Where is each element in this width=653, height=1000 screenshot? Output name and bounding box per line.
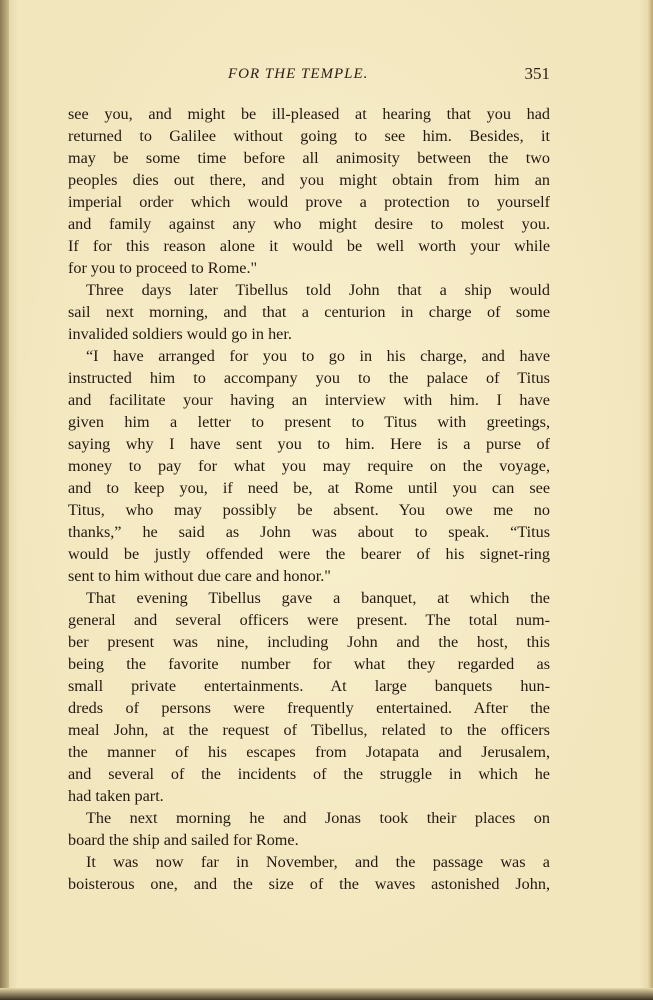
text-line: It was now far in November, and the passage was a: [86, 853, 550, 871]
text-line: had taken part.: [68, 787, 164, 805]
text-line: returned to Galilee without going to see him. Besides, it: [68, 127, 550, 145]
text-line: If for this reason alone it would be well worth your while: [68, 237, 550, 255]
text-line: and family against any who might desire to molest you.: [68, 215, 550, 233]
text-line: That evening Tibellus gave a banquet, at which the: [86, 589, 550, 607]
text-line: sail next morning, and that a centurion in charge of some: [68, 303, 550, 321]
text-line: small private entertainments. At large banquets hun-: [68, 677, 550, 695]
page-bottom-edge: [0, 988, 653, 1000]
body-text: [68, 103, 550, 895]
text-line: dreds of persons were frequently entertained. After the: [68, 699, 550, 717]
page-gutter: [0, 0, 9, 1000]
text-line: imperial order which would prove a protection to yourself: [68, 193, 550, 211]
text-line: invalided soldiers would go in her.: [68, 325, 292, 343]
text-line: instructed him to accompany you to the palace of Titus: [68, 369, 550, 387]
text-line: and facilitate your having an interview with him. I have: [68, 391, 550, 409]
running-title: FOR THE TEMPLE.: [228, 66, 369, 82]
text-line: being the favorite number for what they regarded as: [68, 655, 550, 673]
text-line: the manner of his escapes from Jotapata and Jerusalem,: [68, 743, 550, 761]
text-line: ber present was nine, including John and the host, this: [68, 633, 550, 651]
text-line: and to keep you, if need be, at Rome until you can see: [68, 479, 550, 497]
text-line: peoples dies out there, and you might obtain from him an: [68, 171, 550, 189]
text-line: board the ship and sailed for Rome.: [68, 831, 299, 849]
text-line: general and several officers were present. The total num-: [68, 611, 550, 629]
text-line: The next morning he and Jonas took their places on: [86, 809, 550, 827]
page-header: [68, 66, 550, 90]
text-line: see you, and might be ill-pleased at hearing that you had: [68, 105, 550, 123]
text-line: would be justly offended were the bearer of his signet-ring: [68, 545, 550, 563]
text-line: may be some time before all animosity between the two: [68, 149, 550, 167]
text-line: meal John, at the request of Tibellus, related to the officers: [68, 721, 550, 739]
text-line: Titus, who may possibly be absent. You owe me no: [68, 501, 550, 519]
text-line: given him a letter to present to Titus with greetings,: [68, 413, 550, 431]
text-line: sent to him without due care and honor.": [68, 567, 331, 585]
text-line: for you to proceed to Rome.": [68, 259, 258, 277]
text-line: Three days later Tibellus told John that a ship would: [86, 281, 550, 299]
text-line: boisterous one, and the size of the waves astonished John,: [68, 875, 550, 893]
text-line: and several of the incidents of the struggle in which he: [68, 765, 550, 783]
text-line: “I have arranged for you to go in his charge, and have: [86, 347, 550, 365]
page-number: 351: [524, 64, 550, 83]
text-line: money to pay for what you may require on the voyage,: [68, 457, 550, 475]
text-line: thanks,” he said as John was about to speak. “Titus: [68, 523, 550, 541]
text-line: saying why I have sent you to him. Here is a purse of: [68, 435, 550, 453]
page-right-edge: [648, 0, 653, 1000]
